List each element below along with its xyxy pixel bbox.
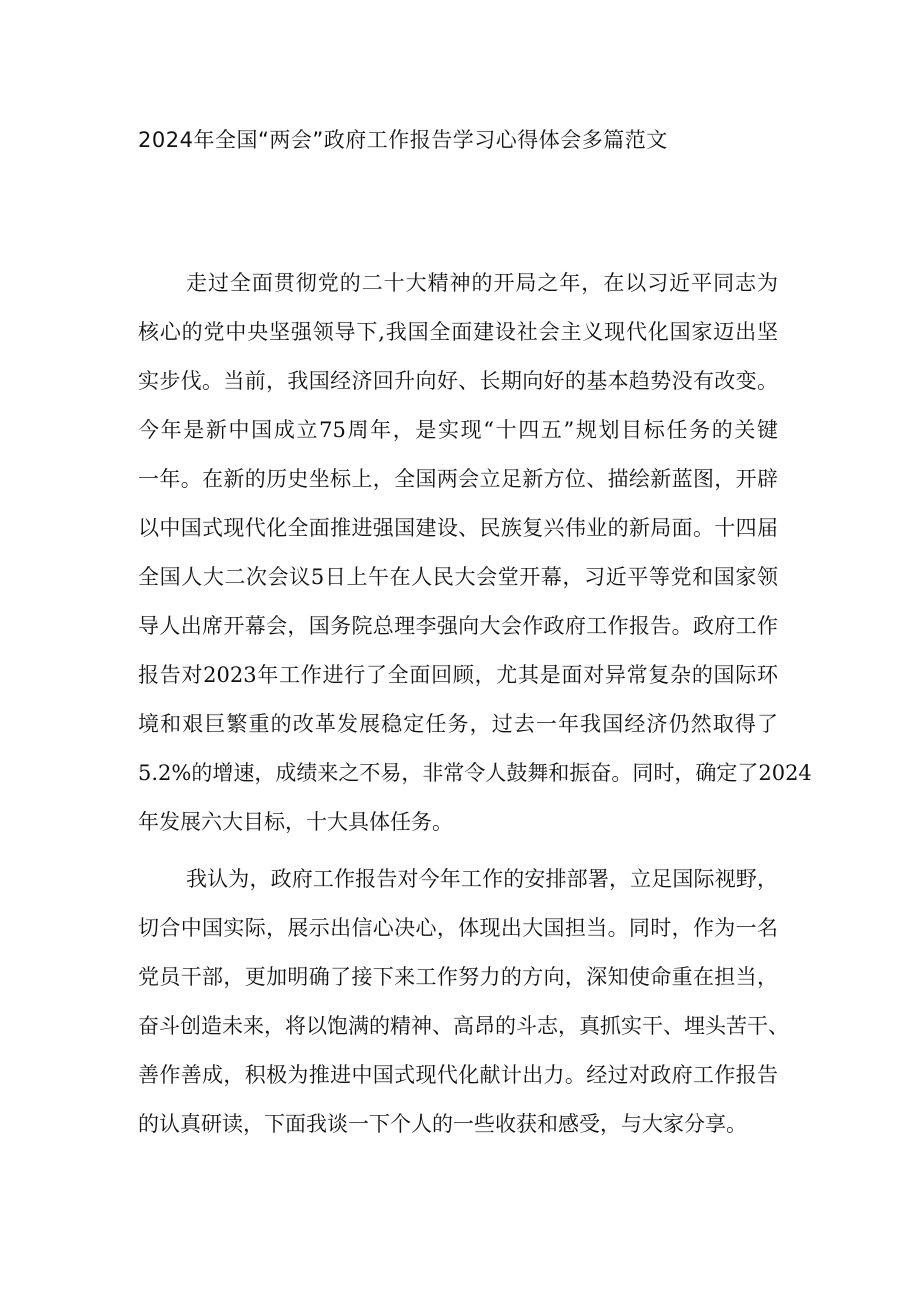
paragraph-1-line: 走过全面贯彻党的二十大精神的开局之年，在以习近平同志为 <box>186 271 778 295</box>
paragraph-2-line: 善作善成，积极为推进中国式现代化献计出力。经过对政府工作报告 <box>138 1063 778 1087</box>
paragraph-1-line: 境和艰巨繁重的改革发展稳定任务，过去一年我国经济仍然取得了 <box>138 712 778 736</box>
paragraph-1-line: 今年是新中国成立75周年，是实现“十四五”规划目标任务的关键 <box>138 418 778 442</box>
document-title: 2024年全国“两会”政府工作报告学习心得体会多篇范文 <box>138 128 668 152</box>
paragraph-1-line: 报告对2023年工作进行了全面回顾，尤其是面对异常复杂的国际环 <box>138 663 778 687</box>
paragraph-2-line: 我认为，政府工作报告对今年工作的安排部署，立足国际视野， <box>186 867 778 891</box>
paragraph-2-line: 奋斗创造未来，将以饱满的精神、高昂的斗志，真抓实干、埋头苦干、 <box>138 1014 789 1038</box>
paragraph-1-line: 导人出席开幕会，国务院总理李强向大会作政府工作报告。政府工作 <box>138 614 778 638</box>
paragraph-1-line: 以中国式现代化全面推进强国建设、民族复兴伟业的新局面。十四届 <box>138 516 778 540</box>
paragraph-1-line: 全国人大二次会议5日上午在人民大会堂开幕，习近平等党和国家领 <box>138 565 778 589</box>
paragraph-2-line: 的认真研读，下面我谈一下个人的一些收获和感受，与大家分享。 <box>138 1112 747 1136</box>
paragraph-1-line: 核心的党中央坚强领导下,我国全面建设社会主义现代化国家迈出坚 <box>138 320 778 344</box>
paragraph-1-line: 年发展六大目标，十大具体任务。 <box>138 810 453 834</box>
paragraph-2-line: 切合中国实际，展示出信心决心，体现出大国担当。同时，作为一名 <box>138 916 778 940</box>
paragraph-1-line: 实步伐。当前，我国经济回升向好、长期向好的基本趋势没有改变。 <box>138 369 778 393</box>
paragraph-2-line: 党员干部，更加明确了接下来工作努力的方向，深知使命重在担当， <box>138 965 778 989</box>
paragraph-1-line: 5.2%的增速，成绩来之不易，非常令人鼓舞和振奋。同时，确定了2024 <box>138 761 812 785</box>
paragraph-1-line: 一年。在新的历史坐标上，全国两会立足新方位、描绘新蓝图，开辟 <box>138 467 778 491</box>
